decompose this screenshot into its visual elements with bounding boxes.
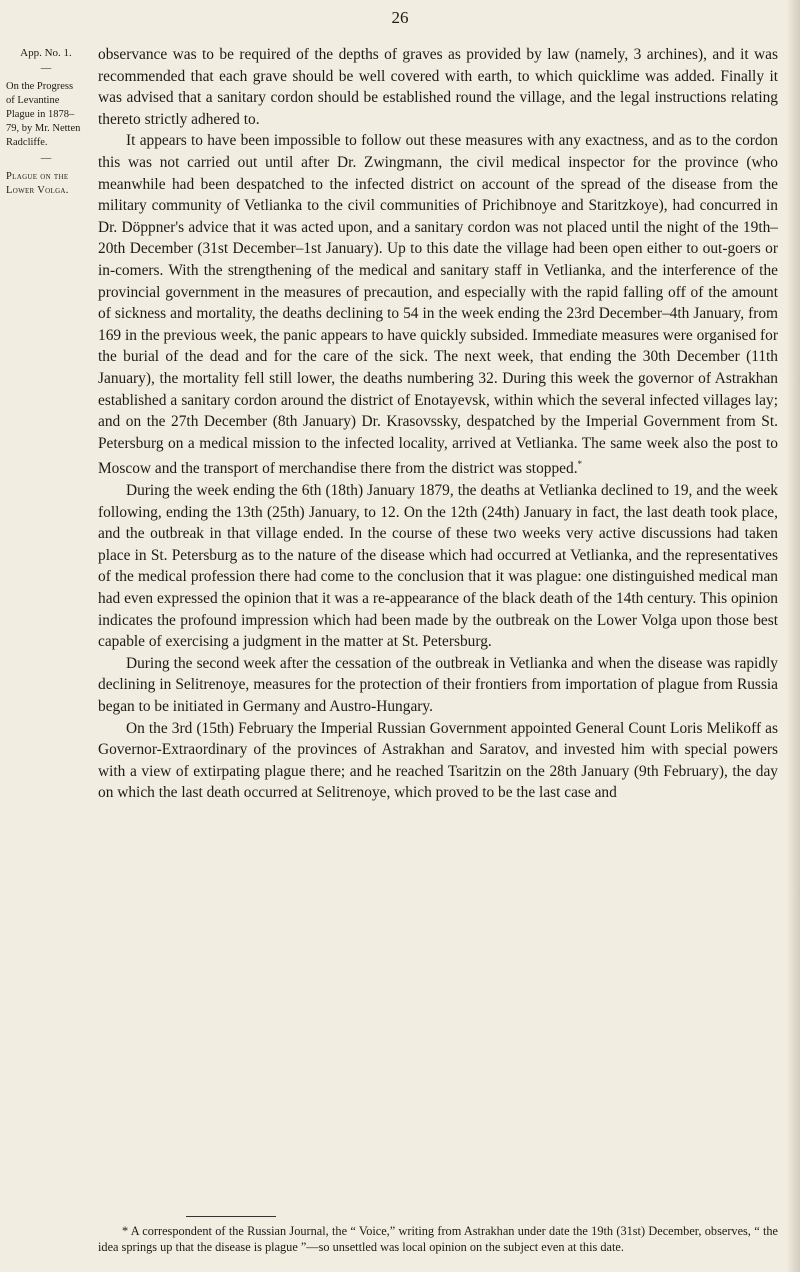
section-heading-line: Lower Volga. xyxy=(6,185,69,196)
footnote xyxy=(98,1224,778,1255)
margin-dash: — xyxy=(40,153,52,164)
paragraph: During the week ending the 6th (18th) January 1879, the deaths at Vetlianka declined to 19, and the week following, ending the 13th (25th) January, to 12. On the 12th (24th) January in fact, the last death took place, and the outbreak in that village ended. In the course of these two weeks very active discussions had taken place in St. Petersburg as to the nature of the disease which had occurred at Vetlianka, and the representatives of the medical profession there had come to the conclusion that it was plague: one distinguished medical man had even expressed the opinion that it was a re-appearance of the black death of the 14th century. This opinion indicates the profound impression which had been made by the outbreak on the Lower Volga upon those best capable of exercising a judgment in the matter at St. Petersburg. xyxy=(98,482,778,651)
margin-note-line: 79, by Mr. Netten xyxy=(6,123,81,134)
margin-note-line: Plague in 1878– xyxy=(6,109,75,120)
appendix-label: App. No. 1. xyxy=(20,47,72,59)
body-text xyxy=(98,44,778,804)
footnote-rule xyxy=(186,1216,276,1217)
paragraph: On the 3rd (15th) February the Imperial Russian Government appointed General Count Loris Melikoff as Governor-Extraordinary of the provinces of Astrakhan and Saratov, and invested him with special powers with a view of extirpating plague there; and he reached Tsaritzin on the 28th January (9th February), the day on which the last death occurred at Selitrenoye, which proved to be the last case and xyxy=(98,719,778,802)
footnote-text: * A correspondent of the Russian Journal, the “ Voice,” writing from Astrakhan under date the 19th (31st) December, observes, “ the idea springs up that the disease is plague ”—so unsettled was local opinion on the subject even at this date. xyxy=(98,1224,778,1254)
footnote-marker: * xyxy=(577,459,583,470)
margin-notes xyxy=(6,46,86,198)
paragraph: observance was to be required of the depths of graves as provided by law (namely, 3 archines), and it was recommended that each grave should be well covered with earth, to which quicklime was added. Finally it was advised that a sanitary cordon should be established round the village, and the legal instructions relating thereto strictly adhered to. xyxy=(98,46,778,128)
page-number: 26 xyxy=(391,8,409,27)
section-heading-line: Plague on the xyxy=(6,171,69,182)
paragraph: During the second week after the cessation of the outbreak in Vetlianka and when the disease was rapidly declining in Selitrenoye, measures for the protection of their frontiers from importation of plague from Russia began to be initiated in Germany and Austro-Hungary. xyxy=(98,654,778,715)
margin-note-line: of Levantine xyxy=(6,95,60,106)
margin-dash: — xyxy=(40,63,52,74)
margin-note-line: Radcliffe. xyxy=(6,137,48,148)
paragraph: It appears to have been impossible to follow out these measures with any exactness, and as to the cordon this was not carried out until after Dr. Zwingmann, the civil medical inspector for the province (who meanwhile had been despatched to the infected district on account of the spread of the disease from the military community of Vetlianka to the civil communities of Prichibnoye and Staritzkoye), had concurred in Dr. Döppner's advice that it was acted upon, and a sanitary cordon was not placed until the night of the 19th–20th December (31st December–1st January). Up to this date the village had been open either to out-goers or in-comers. With the strengthening of the medical and sanitary staff in Vetlianka, and the interference of the provincial government in the measures of precaution, and especially with the rapid falling off of the amount of sickness and mortality, the deaths declining to 54 in the week ending the 23rd December–4th January, from 169 in the previous week, the panic appears to have quickly subsided. Immediate measures were organised for the burial of the dead and for the care of the sick. The next week, that ending the 30th December (11th January), the mortality fell still lower, the deaths numbering 32. During this week the governor of Astrakhan established a sanitary cordon around the district of Enotayevsk, within which the several infected villages lay; and on the 27th December (8th January) Dr. Krasovssky, despatched by the Imperial Government from St. Petersburg on a medical mission to the infected locality, arrived at Vetlianka. The same week also the post to Moscow and the transport of merchandise there from the district was stopped.* xyxy=(98,132,778,478)
margin-note-line: On the Progress xyxy=(6,81,74,92)
page-edge-shadow xyxy=(786,0,800,1272)
